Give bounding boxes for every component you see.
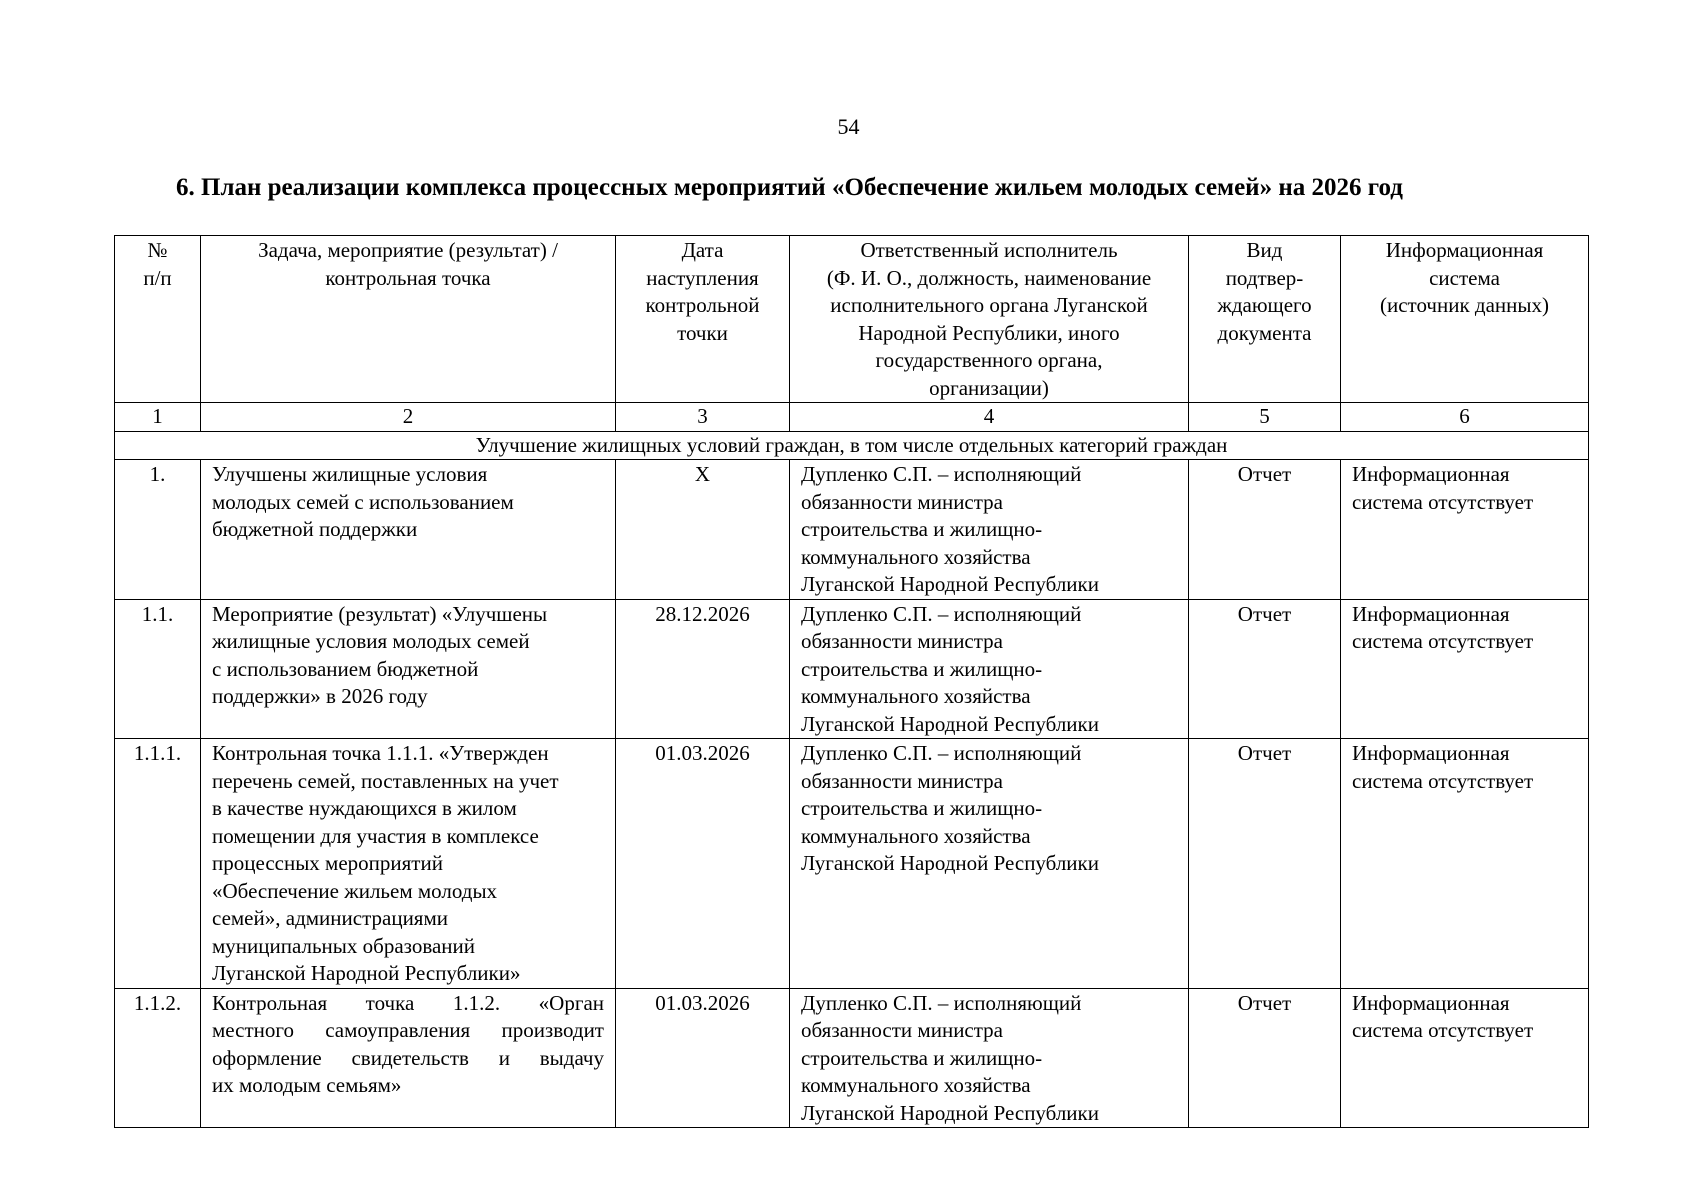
row-task xyxy=(201,988,616,1128)
header-line: Дата xyxy=(681,238,724,262)
responsible-line: обязанности министра xyxy=(801,1018,1004,1042)
column-index: 2 xyxy=(201,403,616,432)
task-line: местного самоуправления производит xyxy=(212,1018,604,1042)
table-row xyxy=(115,739,1589,989)
responsible-line: обязанности министра xyxy=(801,768,1004,793)
row-number: 1.1.1. xyxy=(115,739,201,989)
page-number: 54 xyxy=(837,114,860,139)
header-line: Задача, мероприятие (результат) / xyxy=(258,238,558,262)
responsible-line: Луганской Народной Республики xyxy=(801,711,1099,736)
info-line: Информационная xyxy=(1352,741,1510,765)
responsible-line: коммунального хозяйства xyxy=(801,544,1031,569)
task-line: помещении для участия в комплексе xyxy=(212,823,539,848)
responsible-line: Луганской Народной Республики xyxy=(801,851,1099,875)
responsible-line: строительства и жилищно- xyxy=(801,656,1043,681)
row-document: Отчет xyxy=(1189,988,1341,1128)
row-responsible xyxy=(790,988,1189,1128)
responsible-line: Дупленко С.П. – исполняющий xyxy=(801,601,1082,626)
info-line: Информационная xyxy=(1352,462,1510,486)
info-line: Информационная xyxy=(1352,990,1510,1015)
header-line: исполнительного органа Луганской xyxy=(830,293,1148,317)
document-title: 6. План реализации комплекса процессных мероприятий «Обеспечение жильем молодых семей» на 2026 год xyxy=(176,174,1403,201)
task-line: поддержки» в 2026 году xyxy=(212,684,428,708)
task-line: жилищные условия молодых семей xyxy=(212,629,530,653)
responsible-line: коммунального хозяйства xyxy=(801,1073,1031,1097)
task-line: бюджетной поддержки xyxy=(212,517,418,541)
header-line: № xyxy=(147,238,168,262)
header-line: система xyxy=(1429,265,1500,290)
responsible-line: Луганской Народной Республики xyxy=(801,572,1099,596)
header-number xyxy=(115,236,201,403)
column-index: 6 xyxy=(1341,403,1589,432)
task-line: с использованием бюджетной xyxy=(212,656,479,681)
task-line: молодых семей с использованием xyxy=(212,489,514,514)
responsible-line: коммунального хозяйства xyxy=(801,684,1031,708)
header-line: государственного органа, xyxy=(875,348,1103,372)
row-date: Х xyxy=(616,460,790,600)
responsible-line: коммунального хозяйства xyxy=(801,823,1031,848)
responsible-line: Дупленко С.П. – исполняющий xyxy=(801,462,1082,486)
header-line: точки xyxy=(677,320,728,345)
task-line: Контрольная точка 1.1.1. «Утвержден xyxy=(212,741,549,765)
row-date: 01.03.2026 xyxy=(616,739,790,989)
row-number: 1.1.2. xyxy=(115,988,201,1128)
header-document-type xyxy=(1189,236,1341,403)
responsible-line: строительства и жилищно- xyxy=(801,796,1043,820)
header-line: п/п xyxy=(143,265,172,290)
row-responsible xyxy=(790,599,1189,739)
table-header-row xyxy=(115,236,1589,403)
info-line: Информационная xyxy=(1352,601,1510,626)
task-line: Контрольная точка 1.1.2. «Орган xyxy=(212,990,604,1015)
row-task xyxy=(201,460,616,600)
plan-table xyxy=(114,235,1589,1128)
task-line: муниципальных образований xyxy=(212,933,475,958)
row-date: 28.12.2026 xyxy=(616,599,790,739)
header-line: организации) xyxy=(929,375,1049,400)
header-line: подтвер- xyxy=(1225,265,1304,290)
header-line: (Ф. И. О., должность, наименование xyxy=(826,265,1152,290)
header-line: Вид xyxy=(1246,238,1283,262)
column-index: 3 xyxy=(616,403,790,432)
responsible-line: Дупленко С.П. – исполняющий xyxy=(801,990,1082,1015)
table-row xyxy=(115,988,1589,1128)
row-document: Отчет xyxy=(1189,739,1341,989)
row-document: Отчет xyxy=(1189,599,1341,739)
row-date: 01.03.2026 xyxy=(616,988,790,1128)
row-number: 1. xyxy=(115,460,201,600)
header-line: Народной Республики, иного xyxy=(858,320,1120,345)
row-responsible xyxy=(790,460,1189,600)
header-responsible xyxy=(790,236,1189,403)
header-date xyxy=(616,236,790,403)
row-info-system xyxy=(1341,460,1589,600)
task-line: семей», администрациями xyxy=(212,906,448,930)
row-info-system xyxy=(1341,988,1589,1128)
responsible-line: строительства и жилищно- xyxy=(801,1045,1043,1070)
column-index: 4 xyxy=(790,403,1189,432)
column-index-row xyxy=(115,403,1589,432)
header-line: Ответственный исполнитель xyxy=(860,238,1118,262)
row-info-system xyxy=(1341,599,1589,739)
header-task xyxy=(201,236,616,403)
task-line: оформление свидетельств и выдачу xyxy=(212,1045,604,1070)
task-line: в качестве нуждающихся в жилом xyxy=(212,796,517,820)
header-line: контрольной xyxy=(645,293,760,317)
task-line: Луганской Народной Республики» xyxy=(212,961,521,985)
header-line: (источник данных) xyxy=(1380,293,1549,317)
header-line: ждающего xyxy=(1217,293,1312,317)
header-info-system xyxy=(1341,236,1589,403)
header-line: Информационная xyxy=(1385,238,1544,262)
task-line: их молодым семьям» xyxy=(212,1073,402,1097)
header-line: документа xyxy=(1217,320,1312,345)
row-responsible xyxy=(790,739,1189,989)
row-number: 1.1. xyxy=(115,599,201,739)
responsible-line: обязанности министра xyxy=(801,489,1004,514)
info-line: система отсутствует xyxy=(1352,629,1534,653)
table-row xyxy=(115,599,1589,739)
responsible-line: обязанности министра xyxy=(801,629,1004,653)
info-line: система отсутствует xyxy=(1352,489,1534,514)
task-line: процессных мероприятий xyxy=(212,851,443,875)
header-line: контрольная точка xyxy=(325,265,491,290)
header-line: наступления xyxy=(646,265,759,290)
task-line: Улучшены жилищные условия xyxy=(212,462,488,486)
info-line: система отсутствует xyxy=(1352,768,1534,793)
row-info-system xyxy=(1341,739,1589,989)
row-document: Отчет xyxy=(1189,460,1341,600)
section-title: Улучшение жилищных условий граждан, в том числе отдельных категорий граждан xyxy=(115,431,1589,460)
responsible-line: Луганской Народной Республики xyxy=(801,1100,1099,1125)
column-index: 5 xyxy=(1189,403,1341,432)
row-task xyxy=(201,739,616,989)
info-line: система отсутствует xyxy=(1352,1018,1534,1042)
responsible-line: Дупленко С.П. – исполняющий xyxy=(801,741,1082,765)
task-line: перечень семей, поставленных на учет xyxy=(212,768,559,793)
row-task xyxy=(201,599,616,739)
responsible-line: строительства и жилищно- xyxy=(801,517,1043,541)
task-line: «Обеспечение жильем молодых xyxy=(212,878,498,903)
section-row xyxy=(115,431,1589,460)
task-line: Мероприятие (результат) «Улучшены xyxy=(212,601,548,626)
table-row xyxy=(115,460,1589,600)
column-index: 1 xyxy=(115,403,201,432)
